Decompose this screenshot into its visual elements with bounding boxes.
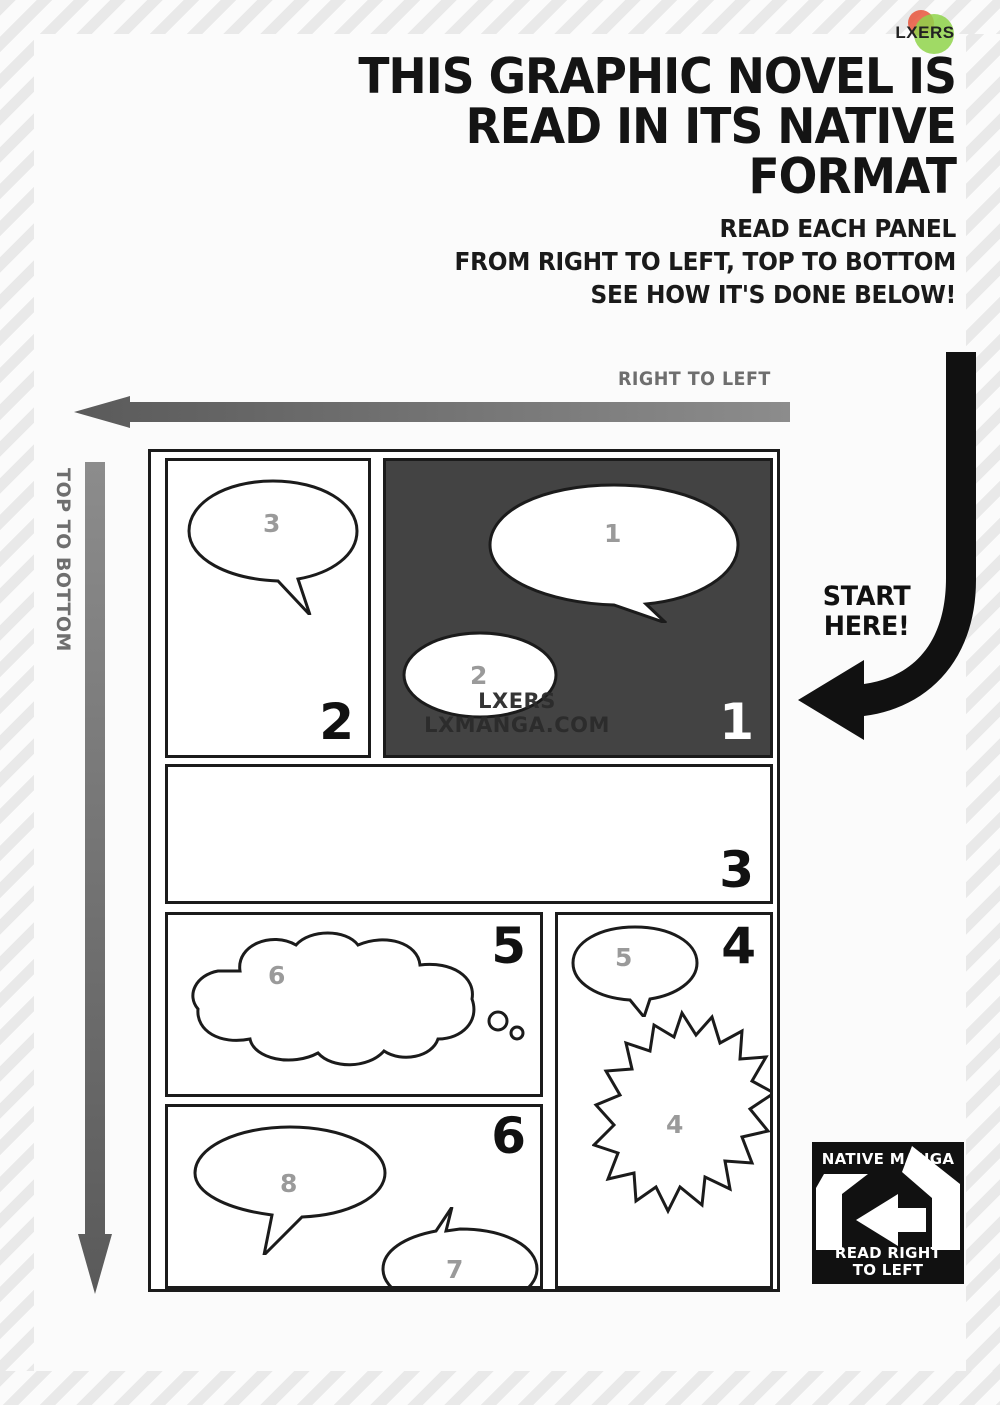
badge-bottom-text bbox=[812, 1245, 964, 1278]
hatch-border-top bbox=[0, 0, 1000, 34]
panel-6 bbox=[165, 1104, 543, 1289]
logo-text: LXERS bbox=[895, 23, 955, 42]
speech-bubble-5-icon bbox=[570, 925, 700, 1017]
watermark-line2: LXMANGA.COM bbox=[424, 713, 610, 738]
bubble-number-4: 4 bbox=[666, 1110, 684, 1139]
native-manga-badge bbox=[812, 1142, 964, 1284]
panel-number-6: 6 bbox=[491, 1107, 526, 1165]
start-here-label bbox=[823, 582, 911, 642]
right-to-left-label: RIGHT TO LEFT bbox=[618, 368, 771, 390]
hatch-border-left bbox=[0, 0, 34, 1405]
bubble-number-6: 6 bbox=[268, 961, 286, 990]
bubble-number-7: 7 bbox=[446, 1255, 464, 1284]
speech-bubble-3-icon bbox=[186, 479, 360, 615]
page-title-line1: THIS GRAPHIC NOVEL IS bbox=[358, 48, 956, 105]
hatch-border-bottom bbox=[0, 1371, 1000, 1405]
bubble-number-1: 1 bbox=[604, 519, 622, 548]
badge-bottom-line2: TO LEFT bbox=[852, 1260, 924, 1279]
panel-number-1: 1 bbox=[719, 693, 754, 751]
panel-3 bbox=[165, 764, 773, 904]
panel-number-2: 2 bbox=[319, 693, 354, 751]
start-here-line1: START bbox=[822, 581, 911, 612]
comic-page-frame bbox=[148, 449, 780, 1292]
panel-2 bbox=[165, 458, 371, 758]
panel-number-3: 3 bbox=[719, 841, 754, 899]
panel-number-4: 4 bbox=[721, 917, 756, 975]
page-title-line2: READ IN ITS NATIVE FORMAT bbox=[465, 97, 956, 205]
top-to-bottom-label: TOP TO BOTTOM bbox=[52, 468, 74, 652]
watermark-line1: LXERS bbox=[478, 689, 556, 713]
page-title bbox=[249, 48, 956, 205]
page-subtitle-line2: FROM RIGHT TO LEFT, TOP TO BOTTOM bbox=[454, 247, 956, 276]
panel-5 bbox=[165, 912, 543, 1097]
bubble-number-5: 5 bbox=[615, 943, 633, 972]
bubble-number-8: 8 bbox=[280, 1169, 298, 1198]
page-subtitle-line3: SEE HOW IT'S DONE BELOW! bbox=[590, 280, 956, 309]
page-subtitle bbox=[305, 212, 956, 311]
bubble-number-2: 2 bbox=[470, 661, 488, 690]
badge-bottom-line1: READ RIGHT bbox=[834, 1244, 942, 1262]
thought-dots-icon bbox=[486, 1007, 532, 1047]
watermark bbox=[402, 689, 632, 737]
thought-bubble-6-icon bbox=[180, 929, 486, 1079]
right-to-left-arrow-icon bbox=[74, 396, 790, 428]
start-here-arrow-icon bbox=[778, 348, 978, 740]
panel-4 bbox=[555, 912, 773, 1289]
badge-top-text: NATIVE MANGA bbox=[821, 1150, 955, 1168]
start-here-line2: HERE! bbox=[823, 611, 910, 643]
speech-bubble-1-icon bbox=[486, 483, 741, 623]
top-to-bottom-arrow-icon bbox=[78, 462, 112, 1294]
panel-1 bbox=[383, 458, 773, 758]
panel-number-5: 5 bbox=[491, 917, 526, 975]
bubble-number-3: 3 bbox=[263, 509, 281, 538]
page-subtitle-line1: READ EACH PANEL bbox=[719, 214, 956, 243]
